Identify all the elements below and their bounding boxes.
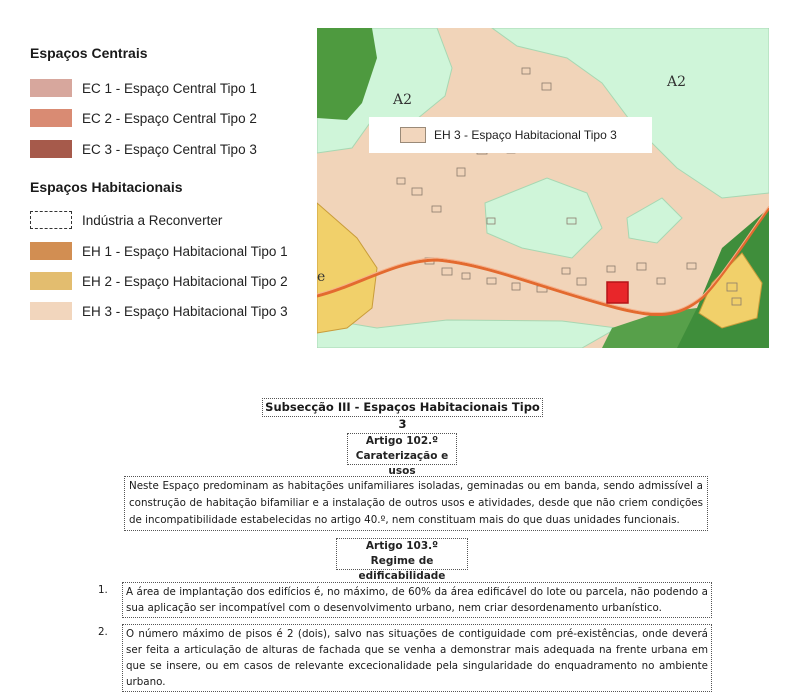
legend-label: EC 2 - Espaço Central Tipo 2 (82, 110, 257, 126)
legend-label: EH 1 - Espaço Habitacional Tipo 1 (82, 243, 288, 259)
legend-swatch (30, 140, 72, 158)
legend-label: EC 1 - Espaço Central Tipo 1 (82, 80, 257, 96)
list-item-number: 2. (98, 626, 108, 638)
article-103-title: Regime de edificabilidade (358, 555, 446, 582)
list-item (96, 624, 712, 692)
subsection-title: Subsecção III - Espaços Habitacionais Tipo 3 (262, 398, 543, 417)
legend-label: EC 3 - Espaço Central Tipo 3 (82, 141, 257, 157)
legend-item-eh2 (30, 271, 288, 291)
article-102-number: Artigo 102.º (365, 435, 439, 447)
legend-item-eh3 (30, 301, 288, 321)
legend-label: EH 3 - Espaço Habitacional Tipo 3 (82, 303, 288, 319)
legend-swatch (30, 211, 72, 229)
list-item-text: A área de implantação dos edifícios é, no máximo, de 60% da área edificável do lote ou parcela, não podendo a sua aplicação ser incompatível com o desenvolvimento urbano, nem criar desordenamento urbanístico. (122, 582, 712, 618)
map-label-e: e (317, 269, 326, 285)
article-103-header (336, 538, 468, 582)
article-102-body: Neste Espaço predominam as habitações unifamiliares isoladas, geminadas ou em banda, sendo admissível a construção de habitação bifamiliar e a instalação de outros usos e atividades, desde que não criem condições de incompatibilidade estabelecidas no artigo 40.º, nem constituam mais do que duas unidades funcionais. (124, 476, 708, 531)
article-103-list (96, 582, 712, 698)
legend-item-eh1 (30, 241, 288, 261)
legend-swatch (30, 302, 72, 320)
callout-swatch (400, 127, 426, 143)
legend-swatch (30, 272, 72, 290)
legend-item-ec1 (30, 78, 257, 98)
legend-swatch (30, 242, 72, 260)
article-102-header (347, 433, 457, 477)
article-102-title: Caraterização e usos (355, 450, 449, 477)
map-callout (369, 117, 652, 153)
list-item-text: O número máximo de pisos é 2 (dois), salvo nas situações de contiguidade com pré-existências, onde deverá ser feita a articulação de alturas de fachada que se venha a demonstrar mais adequada na frente urbana em que se insere, ou em casos de relevante excecionalidade pela singularidade do enquadramento no ambiente urbano. (122, 624, 712, 692)
list-item (96, 582, 712, 618)
legend-swatch (30, 79, 72, 97)
legend-label: Indústria a Reconverter (82, 212, 223, 228)
legend-item-ec2 (30, 108, 257, 128)
map-legend (0, 0, 316, 350)
legend-heading-habitacionais: Espaços Habitacionais (30, 179, 183, 195)
list-item-number: 1. (98, 584, 108, 596)
legend-label: EH 2 - Espaço Habitacional Tipo 2 (82, 273, 288, 289)
legend-item-industria (30, 210, 222, 230)
map-label-a2-right: A2 (667, 74, 687, 90)
callout-label: EH 3 - Espaço Habitacional Tipo 3 (434, 128, 617, 142)
map-label-a2-left: A2 (393, 92, 413, 108)
legend-heading-centrais: Espaços Centrais (30, 45, 148, 61)
legend-item-ec3 (30, 139, 257, 159)
legend-swatch (30, 109, 72, 127)
article-103-number: Artigo 103.º (365, 540, 439, 552)
map-drawing (317, 28, 769, 348)
zoning-map (317, 28, 769, 348)
